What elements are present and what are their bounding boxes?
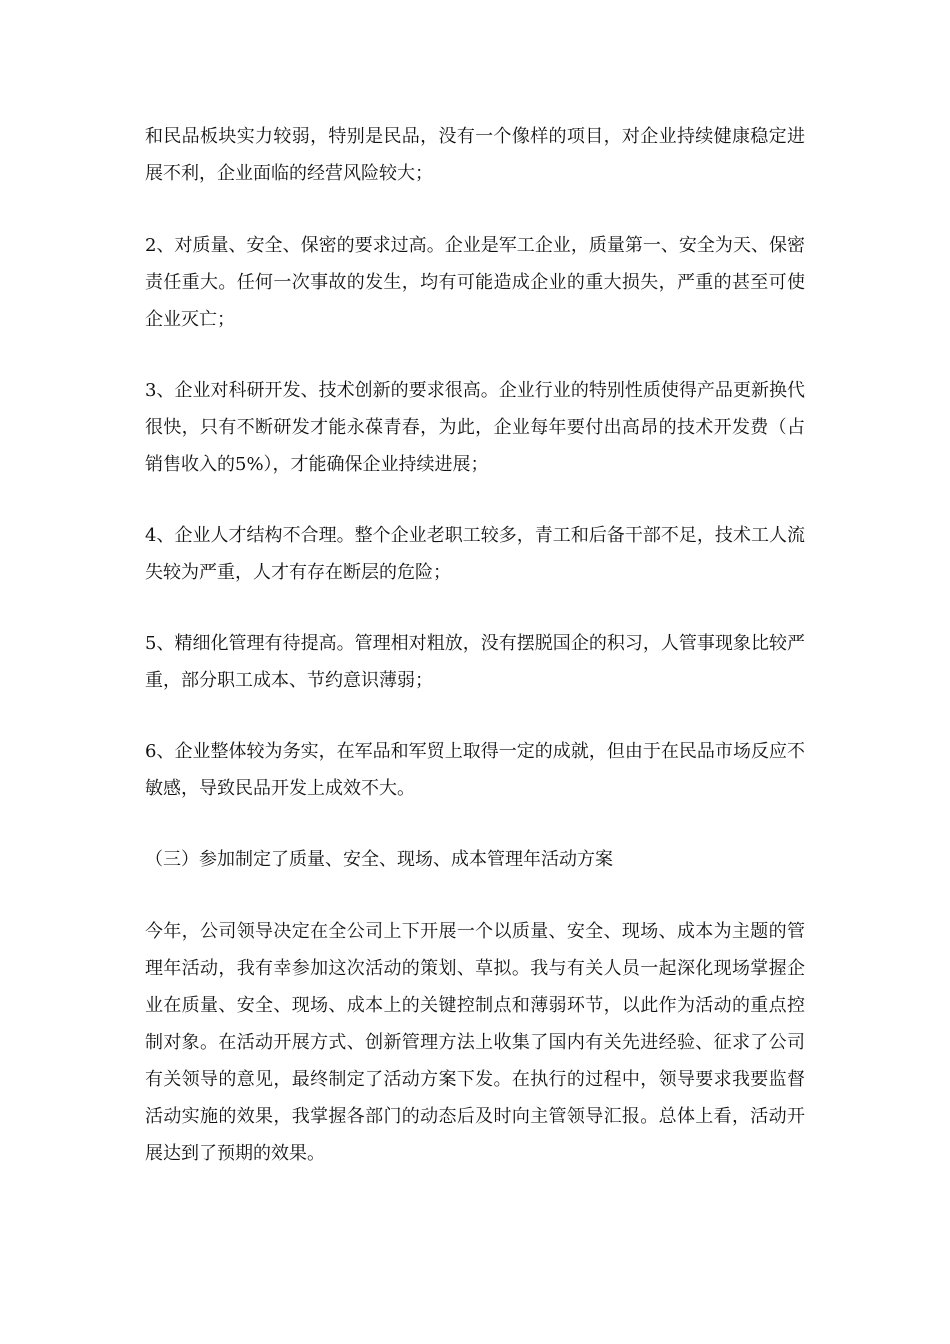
paragraph-item-6: 6、企业整体较为务实，在军品和军贸上取得一定的成就，但由于在民品市场反应不敏感，导致民品开发上成效不大。 bbox=[145, 741, 805, 799]
paragraph-continuation: 和民品板块实力较弱，特别是民品，没有一个像样的项目，对企业持续健康稳定进展不利，企业面临的经营风险较大； bbox=[145, 126, 805, 184]
document-body bbox=[145, 118, 805, 1206]
paragraph-body: 今年，公司领导决定在全公司上下开展一个以质量、安全、现场、成本为主题的管理年活动，我有幸参加这次活动的策划、草拟。我与有关人员一起深化现场掌握企业在质量、安全、现场、成本上的关键控制点和薄弱环节，以此作为活动的重点控制对象。在活动开展方式、创新管理方法上收集了国内有关先进经验、征求了公司有关领导的意见，最终制定了活动方案下发。在执行的过程中，领导要求我要监督活动实施的效果，我掌握各部门的动态后及时向主管领导汇报。总体上看，活动开展达到了预期的效果。 bbox=[145, 921, 805, 1164]
paragraph-item-4: 4、企业人才结构不合理。整个企业老职工较多，青工和后备干部不足，技术工人流失较为严重，人才有存在断层的危险； bbox=[145, 525, 805, 583]
paragraph-item-5: 5、精细化管理有待提高。管理相对粗放，没有摆脱国企的积习，人管事现象比较严重，部分职工成本、节约意识薄弱； bbox=[145, 633, 805, 691]
section-heading: （三）参加制定了质量、安全、现场、成本管理年活动方案 bbox=[145, 849, 613, 870]
paragraph-item-2: 2、对质量、安全、保密的要求过高。企业是军工企业，质量第一、安全为天、保密责任重大。任何一次事故的发生，均有可能造成企业的重大损失，严重的甚至可使企业灭亡； bbox=[145, 235, 805, 330]
paragraph-item-3: 3、企业对科研开发、技术创新的要求很高。企业行业的特别性质使得产品更新换代很快，只有不断研发才能永葆青春，为此，企业每年要付出高昂的技术开发费（占销售收入的5%），才能确保企业持续进展； bbox=[145, 380, 805, 475]
